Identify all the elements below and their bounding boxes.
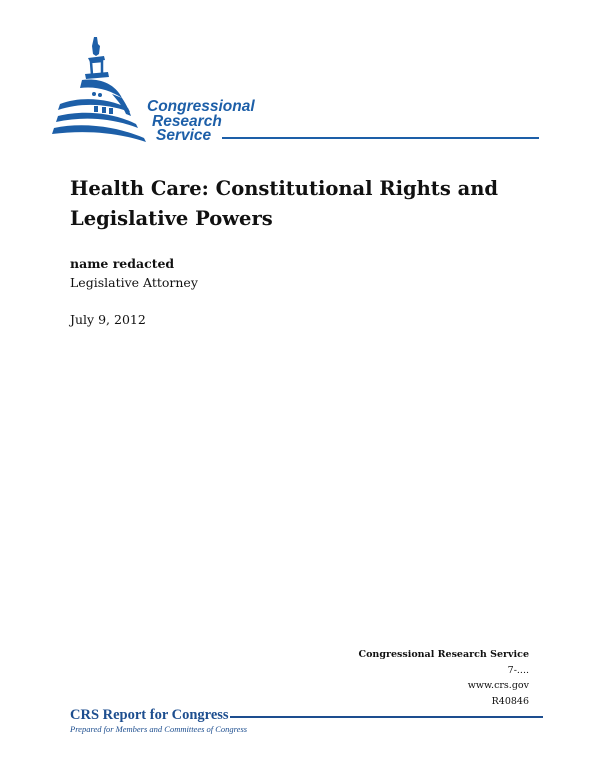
publisher-block (359, 647, 529, 709)
footer-title: CRS Report for Congress (70, 707, 229, 723)
logo-line-congressional: Congressional (147, 98, 255, 115)
capitol-dome-icon (52, 34, 162, 146)
author-role: Legislative Attorney (70, 275, 198, 290)
logo-line-service: Service (156, 127, 212, 144)
publisher-phone: 7-.... (507, 664, 529, 676)
header-rule (222, 137, 539, 139)
footer-subtitle: Prepared for Members and Committees of Congress (70, 724, 248, 734)
report-number: R40846 (491, 695, 529, 707)
publisher-organization: Congressional Research Service (358, 649, 529, 660)
logo-line-research: Research (152, 112, 222, 130)
author-name: name redacted (70, 256, 175, 271)
footer-rule (230, 716, 543, 718)
document-title: Health Care: Constitutional Rights and Legislative Powers (70, 177, 499, 230)
publication-date: July 9, 2012 (70, 312, 146, 327)
publisher-website: www.crs.gov (467, 680, 529, 691)
